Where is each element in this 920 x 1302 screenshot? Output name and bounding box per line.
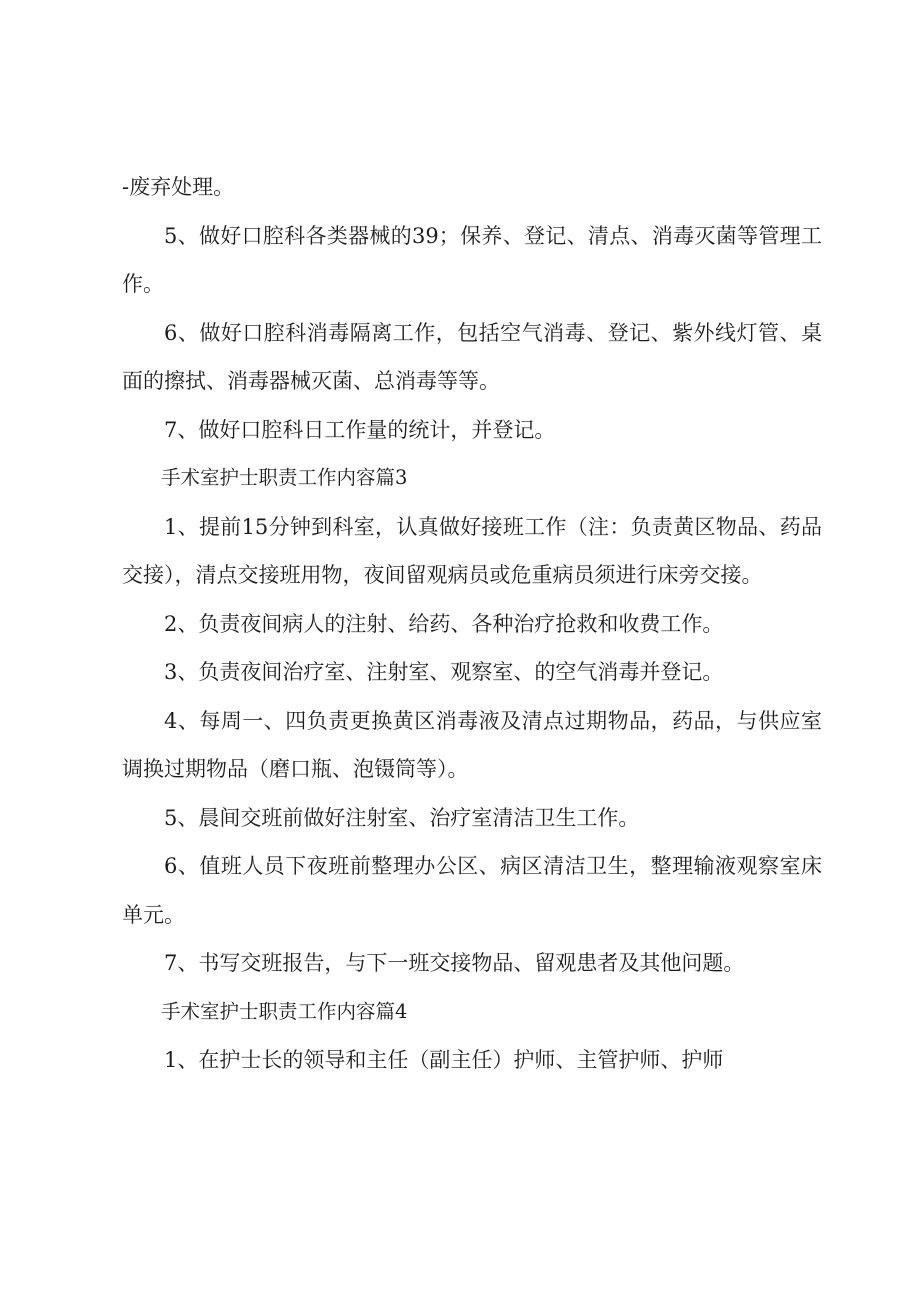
paragraph: 4、每周一、四负责更换黄区消毒液及清点过期物品，药品，与供应室调换过期物品（磨口瓶、泡镊筒等）。	[122, 708, 822, 781]
paragraph: 7、书写交班报告，与下一班交接物品、留观患者及其他问题。	[164, 951, 745, 975]
paragraph: 1、在护士长的领导和主任（副主任）护师、主管护师、护师	[164, 1048, 724, 1072]
paragraph: 5、晨间交班前做好注射室、治疗室清洁卫生工作。	[164, 805, 640, 830]
paragraph: -废弃处理。	[122, 175, 235, 199]
paragraph: 7、做好口腔科日工作量的统计，并登记。	[164, 417, 556, 442]
paragraph: 6、做好口腔科消毒隔离工作，包括空气消毒、登记、紫外线灯管、桌面的擦拭、消毒器械灭菌、总消毒等等。	[122, 320, 822, 393]
section-heading: 手术室护士职责工作内容篇3	[161, 466, 408, 489]
paragraph: 2、负责夜间病人的注射、给药、各种治疗抢救和收费工作。	[164, 611, 724, 636]
paragraph: 6、值班人员下夜班前整理办公区、病区清洁卫生，整理输液观察室床单元。	[122, 854, 822, 927]
paragraph: 5、做好口腔科各类器械的39；保养、登记、清点、消毒灭菌等管理工作。	[122, 223, 822, 296]
paragraph: 3、负责夜间治疗室、注射室、观察室、的空气消毒并登记。	[164, 660, 724, 684]
paragraph: 1、提前15分钟到科室，认真做好接班工作（注：负责黄区物品、药品交接），清点交接班用物，夜间留观病员或危重病员须进行床旁交接。	[122, 514, 822, 587]
section-heading: 手术室护士职责工作内容篇4	[161, 999, 408, 1023]
document-body	[122, 163, 822, 1085]
